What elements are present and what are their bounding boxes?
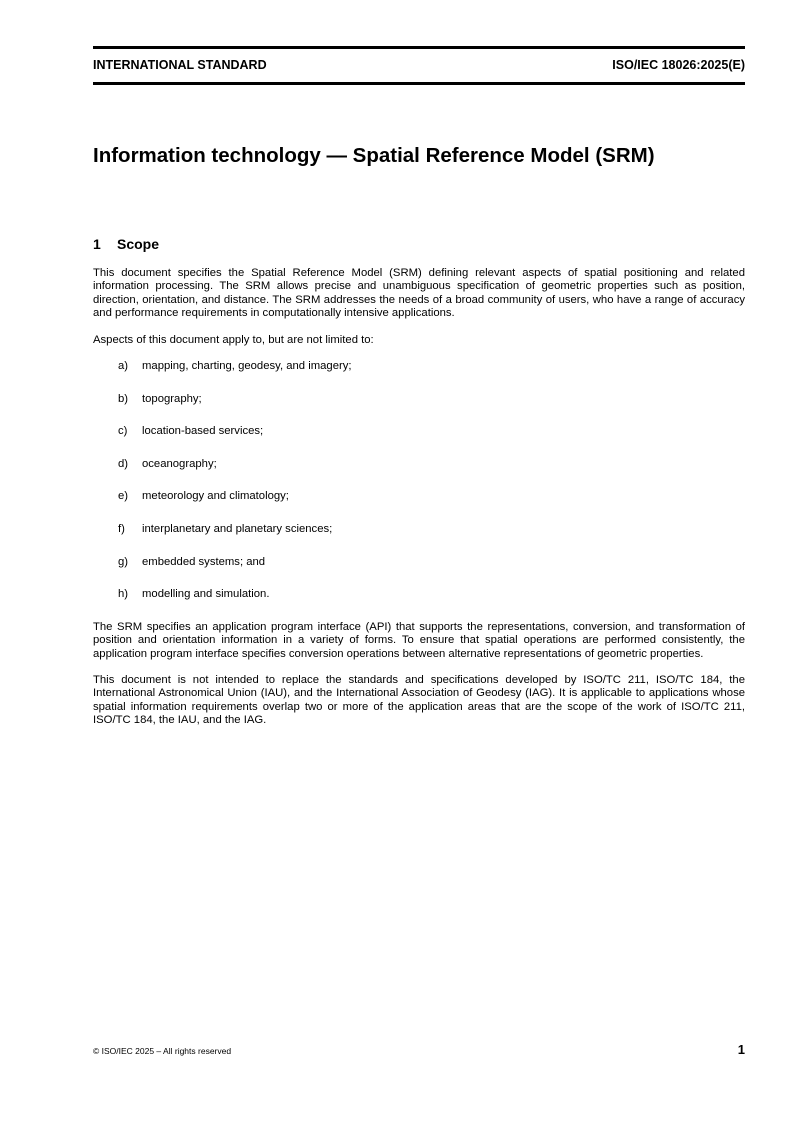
- list-item: [93, 458, 745, 471]
- section-body: [93, 267, 745, 741]
- header-top-rule: [93, 46, 745, 49]
- list-item-text: location-based services;: [142, 425, 264, 438]
- section-number: 1: [93, 236, 101, 252]
- list-item: [93, 393, 745, 406]
- list-item: [93, 556, 745, 569]
- paragraph-replace: This document is not intended to replace the standards and specifications developed by ISO/TC 211, ISO/TC 184, the International Astronomical Union (IAU), and the International Association of Geodesy (IAG). It is applicable to applications whose spatial information requirements overlap two or more of the application areas that are the scope of the work of ISO/TC 211, ISO/TC 184, the IAU, and the IAG.: [93, 674, 745, 727]
- list-item-text: modelling and simulation.: [142, 588, 270, 601]
- section-heading: [93, 236, 159, 252]
- page-number: 1: [737, 1042, 745, 1057]
- list-item-label: b): [118, 392, 129, 405]
- paragraph-aspects: Aspects of this document apply to, but are not limited to:: [93, 333, 374, 346]
- list-item-label: e): [118, 490, 129, 503]
- paragraph-intro: This document specifies the Spatial Reference Model (SRM) defining relevant aspects of spatial positioning and related information processing. The SRM allows precise and unambiguous specification of geometric properties such as position, direction, orientation, and distance. The SRM addresses the needs of a broad community of users, who have a range of accuracy and performance requirements in computationally intensive applications.: [93, 267, 745, 320]
- list-item: [93, 588, 745, 601]
- list-item: [93, 490, 745, 503]
- list-item: [93, 425, 745, 438]
- list-item-label: f): [118, 523, 125, 535]
- document-type-label: INTERNATIONAL STANDARD: [93, 58, 267, 72]
- list-item: [93, 523, 745, 536]
- document-reference-number: ISO/IEC 18026:2025(E): [612, 58, 745, 72]
- paragraph-api: The SRM specifies an application program interface (API) that supports the representations, conversion, and transformation of position and orientation information in a variety of forms. To ensure that spatial operations are performed consistently, the application program interface specifies conversion operations between alternative representations of geometric properties.: [93, 620, 745, 660]
- section-title: Scope: [117, 236, 160, 252]
- list-item-text: interplanetary and planetary sciences;: [142, 523, 333, 535]
- application-areas-list: [93, 360, 745, 602]
- list-item-text: meteorology and climatology;: [142, 490, 289, 503]
- list-item: [93, 360, 745, 373]
- list-item-label: c): [118, 425, 128, 438]
- list-item-text: oceanography;: [142, 457, 217, 470]
- header-bottom-rule: [93, 82, 745, 85]
- document-title: Information technology — Spatial Reference Model (SRM): [93, 144, 655, 167]
- list-item-text: topography;: [142, 392, 202, 405]
- copyright-notice: © ISO/IEC 2025 – All rights reserved: [93, 1046, 232, 1056]
- list-item-text: embedded systems; and: [142, 555, 266, 568]
- list-item-label: d): [118, 457, 129, 470]
- list-item-text: mapping, charting, geodesy, and imagery;: [142, 360, 352, 373]
- list-item-label: h): [118, 588, 129, 601]
- list-item-label: a): [118, 360, 129, 373]
- list-item-label: g): [118, 555, 129, 568]
